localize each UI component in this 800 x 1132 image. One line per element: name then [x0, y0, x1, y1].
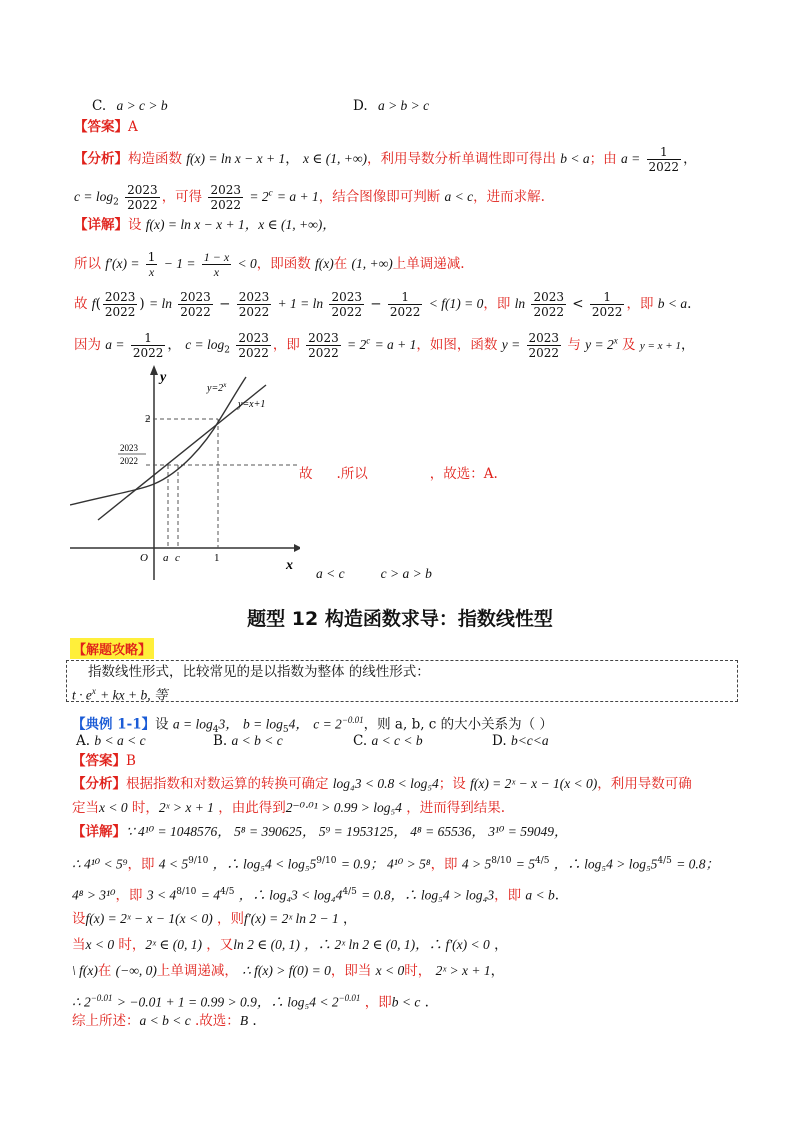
label-origin: O — [140, 552, 148, 564]
option-c: C. a > c > b — [92, 98, 168, 114]
label-x: x — [286, 558, 293, 573]
label-a: a — [163, 552, 169, 564]
curve-exp — [70, 377, 246, 505]
example-option-a: A. b < a < c — [76, 733, 146, 749]
label-y: y — [160, 370, 167, 385]
example-detail-7: ∴ $2^{-0.01} > -0.01 + 1 = 0.99 > 0.9$，∴ $\log_54 < 2^{-0.01}$ ，即b < c . — [72, 993, 429, 1011]
example-question: 【典例 1-1】设 $a = \log_43$， $b = \log_54$， $c = 2^{-0.01}$，则 a, b, c 的大小关系为（ ） — [72, 715, 553, 736]
strategy-line-1: 指数线性形式，比较常见的是以指数为整体 的线性形式： — [88, 664, 430, 680]
example-detail-1: 【详解】∵ 4¹⁰ = 1048576， 5⁸ = 390625， 5⁹ = 1953125， 4⁸ = 65536， 3¹⁰ = 59049， — [72, 824, 568, 840]
curve-line-label: y=x+1 — [238, 399, 266, 410]
example-detail-5: 当x < 0 时，2ˣ ∈ (0, 1) ，又ln 2 ∈ (0, 1) ，∴ 2ˣ ln 2 ∈ (0, 1)，∴ f′(x) < 0 ， — [72, 937, 508, 953]
detail-line-3: 故 f( $\frac{2023}{2022}$ ) = ln $\frac{2023}{2022}$ − $\frac{2023}{2022}$ + 1 = ln $\frac{2023}{2022}$ − $\frac{1}{2022}$ < f(1) = 0，即 ln $\frac{2023}{2022}$ < $\frac{1}{2022}$ ，即 b < a. — [74, 290, 692, 319]
example-option-b: B. a < b < c — [213, 733, 283, 749]
example-analysis-1: 【分析】根据指数和对数运算的转换可确定 log₄3 < 0.8 < log₅4；设 f(x) = 2ˣ − x − 1(x < 0)，利用导数可确 — [72, 776, 692, 792]
detail-line-2: 所以 f′(x) = $\frac{1}{x}$ − 1 = $\frac{1 - x}{x}$ < 0，即函数 f(x)在 (1, +∞)上单调递减. — [74, 250, 465, 279]
after-graph-text: 故 .所以 ，故选：A. — [299, 466, 498, 482]
detail-line-4: 因为 a = $\frac{1}{2022}$ ， $c = \log_2$ $\frac{2023}{2022}$ ，即 $\frac{2023}{2022}$ = $2^c = a + 1$，如图，函数 y = $\frac{2023}{2022}$ 与 $y = 2^x$ 及 y = x + 1， — [74, 331, 695, 360]
answer-line: 【答案】A — [74, 119, 138, 135]
option-d: D. a > b > c — [353, 98, 430, 114]
curve-exp-label: $y=2^x$ — [207, 381, 227, 394]
label-c: c — [175, 552, 180, 564]
analysis-line-2: $c = \log_2$ $\frac{2023}{2022}$ ，可得 $\frac{2023}{2022}$ = $2^c = a + 1$，结合图像即可判断 a < c，进而求解. — [74, 183, 545, 212]
label-2022: 2022 — [120, 456, 138, 466]
label-two: 2 — [145, 413, 151, 425]
example-detail-6: \ f(x)在 (−∞, 0)上单调递减， ∴ f(x) > f(0) = 0，即当 x < 0时， 2ˣ > x + 1， — [72, 963, 505, 979]
example-summary: 综上所述：a < b < c .故选：B . — [72, 1013, 257, 1029]
example-detail-3: 4⁸ > 3¹⁰，即 $3 < 4^{8/10} = 4^{4/5}$ ，∴ $\log_43 < \log_44^{4/5} = 0.8$，∴ log₅4 > log₄3，即 a < b. — [72, 887, 560, 904]
analysis-line-1: 【分析】构造函数 f(x) = ln x − x + 1， x ∈ (1, +∞)，利用导数分析单调性即可得出 b < a；由 a = $\frac{1}{2022}$ ， — [74, 145, 697, 174]
example-detail-4: 设f(x) = 2ˣ − x − 1(x < 0) ，则f′(x) = 2ˣ ln 2 − 1 ， — [72, 911, 357, 927]
function-graph — [70, 365, 300, 585]
y-axis-arrow — [150, 365, 158, 375]
x-axis-arrow — [294, 544, 300, 552]
example-detail-2: ∴ 4¹⁰ < 5⁹，即 $4 < 5^{9/10}$ ，∴ $\log_54 < \log_55^{9/10} = 0.9$； 4¹⁰ > 5⁸，即 $4 > 5^{8/10} = 5^{4/5}$ ，∴ $\log_54 > \log_55^{4/5} = 0.8$； — [72, 856, 720, 873]
example-answer: 【答案】B — [72, 753, 136, 769]
label-one: 1 — [214, 552, 220, 564]
strategy-label: 【解题攻略】 — [70, 638, 154, 659]
strategy-line-2: $t \cdot e^x$ + kx + b, 等 — [72, 686, 168, 703]
example-analysis-2: 定当x < 0 时，2ˣ > x + 1 ，由此得到2⁻⁰·⁰¹ > 0.99 > log₅4 ，进而得到结果. — [72, 800, 505, 816]
detail-line-1: 【详解】设 f(x) = ln x − x + 1，x ∈ (1, +∞)， — [74, 217, 336, 233]
example-option-d: D. b<c<a — [492, 733, 549, 749]
example-option-c: C. a < c < b — [353, 733, 423, 749]
label-2023: 2023 — [120, 443, 138, 453]
below-graph-text: a < c c > a > b — [316, 566, 432, 581]
section-title: 题型 12 构造函数求导：指数线性型 — [247, 608, 553, 630]
